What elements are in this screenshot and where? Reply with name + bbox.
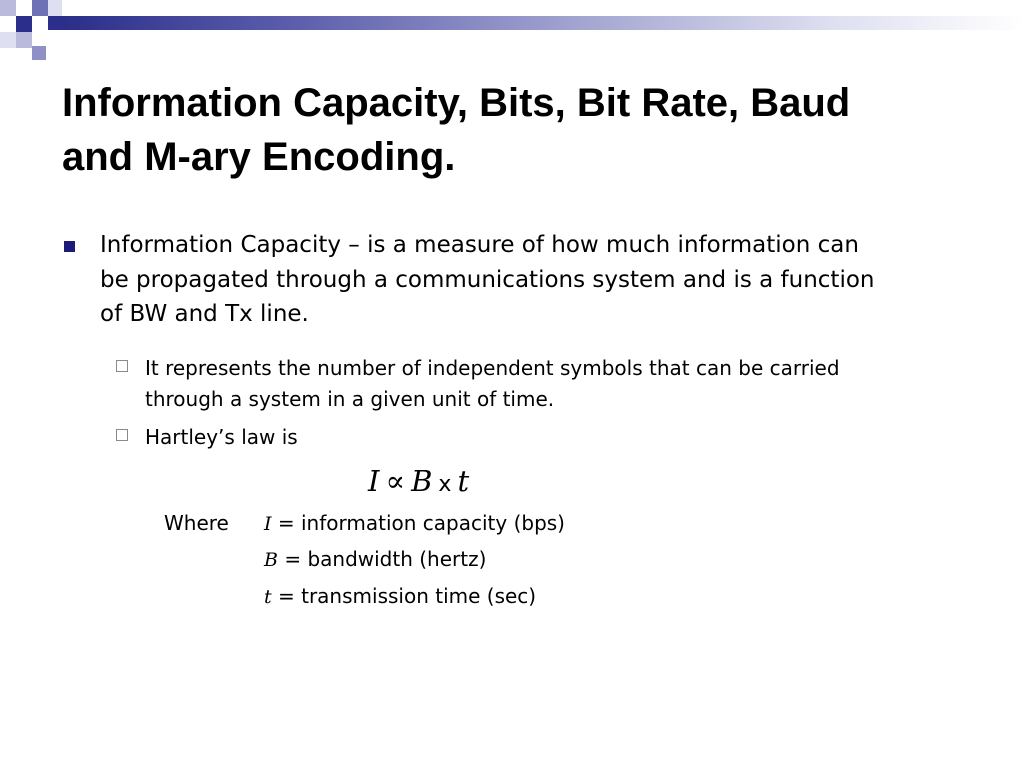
header-square-4 xyxy=(48,16,62,30)
definition-symbol-t: t xyxy=(264,586,272,608)
main-bullet-text xyxy=(100,228,960,332)
definition-symbol-b: B xyxy=(264,549,278,571)
header-square-5 xyxy=(0,32,16,48)
proportional-symbol: ∝ xyxy=(385,464,406,498)
hollow-square-bullet-icon xyxy=(116,360,128,372)
definition-text-b: = bandwidth (hertz) xyxy=(277,547,487,571)
slide-title xyxy=(62,76,982,184)
sub-bullet-1-text xyxy=(145,353,975,415)
main-bullet-line-3: of BW and Tx line. xyxy=(100,301,309,327)
main-bullet-line-2: be propagated through a communications system and is a function xyxy=(100,266,875,293)
slide-title-line-1: Information Capacity, Bits, Bit Rate, Baud xyxy=(62,81,851,125)
where-label: Where xyxy=(164,511,229,535)
definition-time xyxy=(264,581,536,612)
definition-symbol-i: I xyxy=(264,513,272,535)
formula-lhs: I xyxy=(368,464,380,498)
sub-bullet-2-line-1: Hartley’s law is xyxy=(145,425,298,449)
definition-text-t: = transmission time (sec) xyxy=(271,584,537,608)
sub-bullet-1-line-2: through a system in a given unit of time. xyxy=(145,387,555,411)
header-square-7 xyxy=(32,46,46,60)
header-square-3 xyxy=(32,0,48,16)
header-square-1 xyxy=(0,0,16,16)
header-square-8 xyxy=(48,0,62,16)
hartley-formula xyxy=(368,462,469,504)
slide-title-line-2: and M-ary Encoding. xyxy=(62,135,456,179)
definition-bandwidth xyxy=(264,544,486,575)
formula-operator: x xyxy=(438,472,452,497)
header-decoration xyxy=(0,0,1024,62)
definition-text-i: = information capacity (bps) xyxy=(271,511,565,535)
square-bullet-icon xyxy=(64,241,75,252)
header-square-6 xyxy=(16,32,32,48)
hollow-square-bullet-icon xyxy=(116,429,128,441)
header-square-2 xyxy=(16,16,32,32)
definition-information xyxy=(264,508,565,539)
main-bullet-line-1: Information Capacity – is a measure of how much information can xyxy=(100,232,859,258)
header-gradient-bar xyxy=(62,16,1024,30)
formula-var-t: t xyxy=(457,464,470,498)
formula-var-b: B xyxy=(411,464,433,498)
sub-bullet-1-line-1: It represents the number of independent symbols that can be carried xyxy=(145,356,840,380)
sub-bullet-2-text xyxy=(145,422,975,453)
